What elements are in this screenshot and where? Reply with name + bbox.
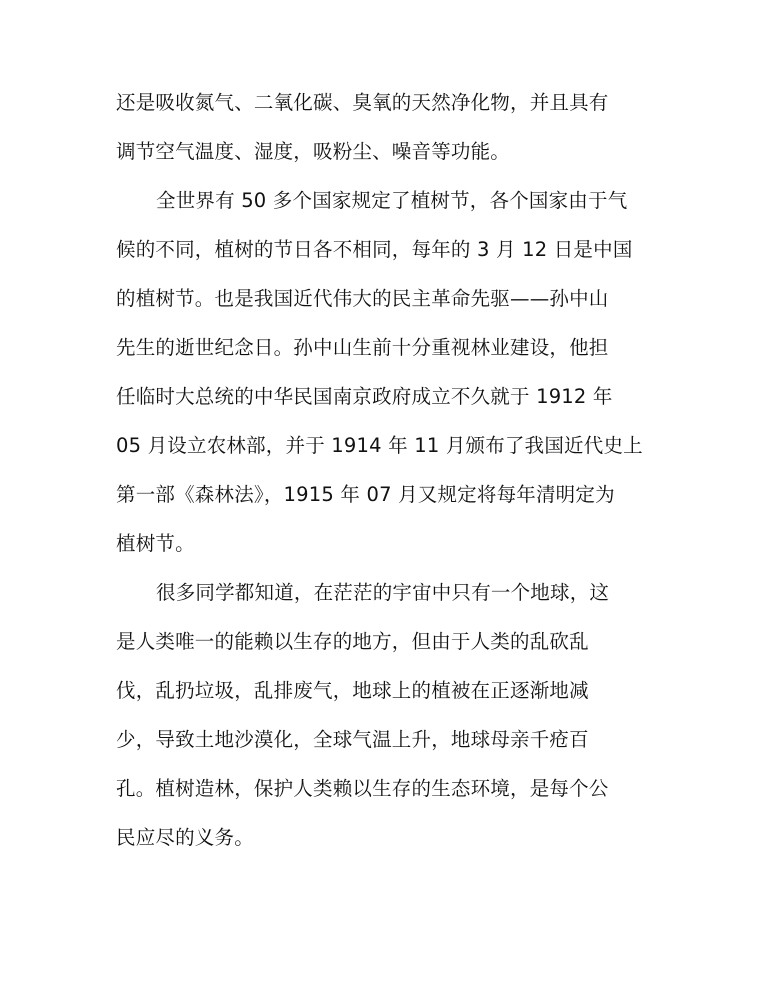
- text-line: 孔。植树造林，保护人类赖以生存的生态环境，是每个公: [116, 777, 609, 800]
- text-line: 植树节。: [116, 532, 195, 555]
- text-line: 民应尽的义务。: [116, 826, 254, 849]
- text-line: 先生的逝世纪念日。孙中山生前十分重视林业建设，他担: [116, 336, 609, 359]
- text-line: 05 月设立农林部，并于 1914 年 11 月颁布了我国近代史上: [116, 434, 643, 457]
- text-line: 少，导致土地沙漠化，全球气温上升，地球母亲千疮百: [116, 728, 589, 751]
- text-line: 是人类唯一的能赖以生存的地方，但由于人类的乱砍乱: [116, 630, 589, 653]
- paragraph-1: [116, 84, 661, 182]
- text-line: 候的不同，植树的节日各不相同，每年的 3 月 12 日是中国: [116, 238, 633, 261]
- text-line: 任临时大总统的中华民国南京政府成立不久就于 1912 年: [116, 385, 613, 408]
- paragraph-2: [116, 182, 661, 574]
- text-line: 伐，乱扔垃圾，乱排废气，地球上的植被在正逐渐地减: [116, 679, 589, 702]
- body-text: [116, 84, 661, 868]
- text-line: 的植树节。也是我国近代伟大的民主革命先驱——孙中山: [116, 287, 609, 310]
- text-line: 还是吸收氮气、二氧化碳、臭氧的天然净化物，并且具有: [116, 91, 609, 114]
- text-line: 第一部《森林法》，1915 年 07 月又规定将每年清明定为: [116, 483, 615, 506]
- paragraph-3: [116, 574, 661, 868]
- text-line: 全世界有 50 多个国家规定了植树节，各个国家由于气: [156, 189, 628, 212]
- text-line: 很多同学都知道，在茫茫的宇宙中只有一个地球，这: [156, 581, 610, 604]
- text-line: 调节空气温度、湿度，吸粉尘、噪音等功能。: [116, 140, 511, 163]
